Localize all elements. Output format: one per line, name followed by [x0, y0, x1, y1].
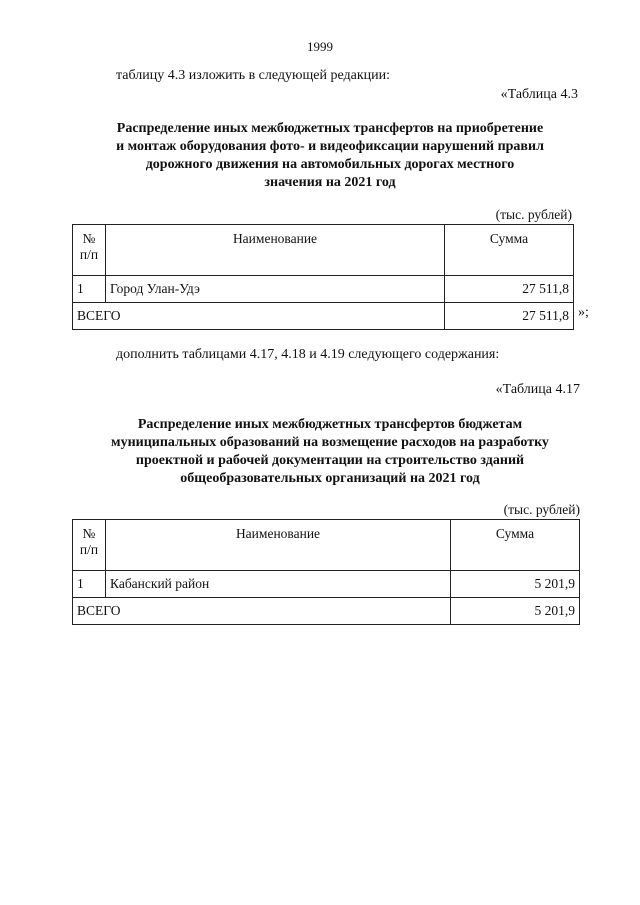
table-2-title-line: муниципальных образований на возмещение расходов на разработку	[111, 435, 549, 450]
header-sum: Сумма	[451, 520, 580, 571]
table-2-title-line: общеобразовательных организаций на 2021 год	[180, 471, 480, 486]
table-2-title-line: проектной и рабочей документации на строительство зданий	[135, 453, 525, 468]
table-1-title-line: значения на 2021 год	[264, 175, 396, 190]
total-sum: 5 201,9	[451, 598, 580, 625]
row-sum: 5 201,9	[451, 571, 580, 598]
header-sum: Сумма	[445, 225, 574, 276]
table-2-title-line: Распределение иных межбюджетных трансфертов бюджетам	[137, 417, 523, 432]
row-number: 1	[73, 276, 106, 303]
table-1-label: «Таблица 4.3	[500, 87, 578, 102]
table-1-title-line: дорожного движения на автомобильных дорогах местного	[145, 157, 515, 172]
row-sum: 27 511,8	[445, 276, 574, 303]
table-row	[73, 276, 574, 303]
table-row	[73, 571, 580, 598]
table-2-header-row	[73, 520, 580, 571]
header-name: Наименование	[106, 520, 451, 571]
total-sum: 27 511,8	[445, 303, 574, 330]
table-1-closing: »;	[578, 305, 589, 320]
header-number: № п/п	[73, 520, 106, 571]
table-1-units: (тыс. рублей)	[495, 207, 572, 222]
row-name: Город Улан-Удэ	[106, 276, 445, 303]
row-name: Кабанский район	[106, 571, 451, 598]
table-1-title-line: Распределение иных межбюджетных трансфертов на приобретение	[116, 121, 544, 136]
table-total-row	[73, 598, 580, 625]
table-2	[72, 519, 580, 625]
middle-line: дополнить таблицами 4.17, 4.18 и 4.19 следующего содержания:	[116, 347, 500, 362]
table-2-units: (тыс. рублей)	[503, 502, 580, 517]
table-1-title-line: и монтаж оборудования фото- и видеофиксации нарушений правил	[116, 139, 544, 154]
total-label: ВСЕГО	[73, 303, 445, 330]
table-1-title	[60, 120, 600, 192]
table-2-title	[50, 416, 610, 488]
page-number: 1999	[307, 39, 333, 54]
row-number: 1	[73, 571, 106, 598]
intro-line: таблицу 4.3 изложить в следующей редакции:	[116, 68, 391, 83]
header-number: № п/п	[73, 225, 106, 276]
table-total-row	[73, 303, 574, 330]
header-name: Наименование	[106, 225, 445, 276]
table-1-header-row	[73, 225, 574, 276]
table-1	[72, 224, 574, 330]
table-2-label: «Таблица 4.17	[495, 382, 580, 397]
total-label: ВСЕГО	[73, 598, 451, 625]
